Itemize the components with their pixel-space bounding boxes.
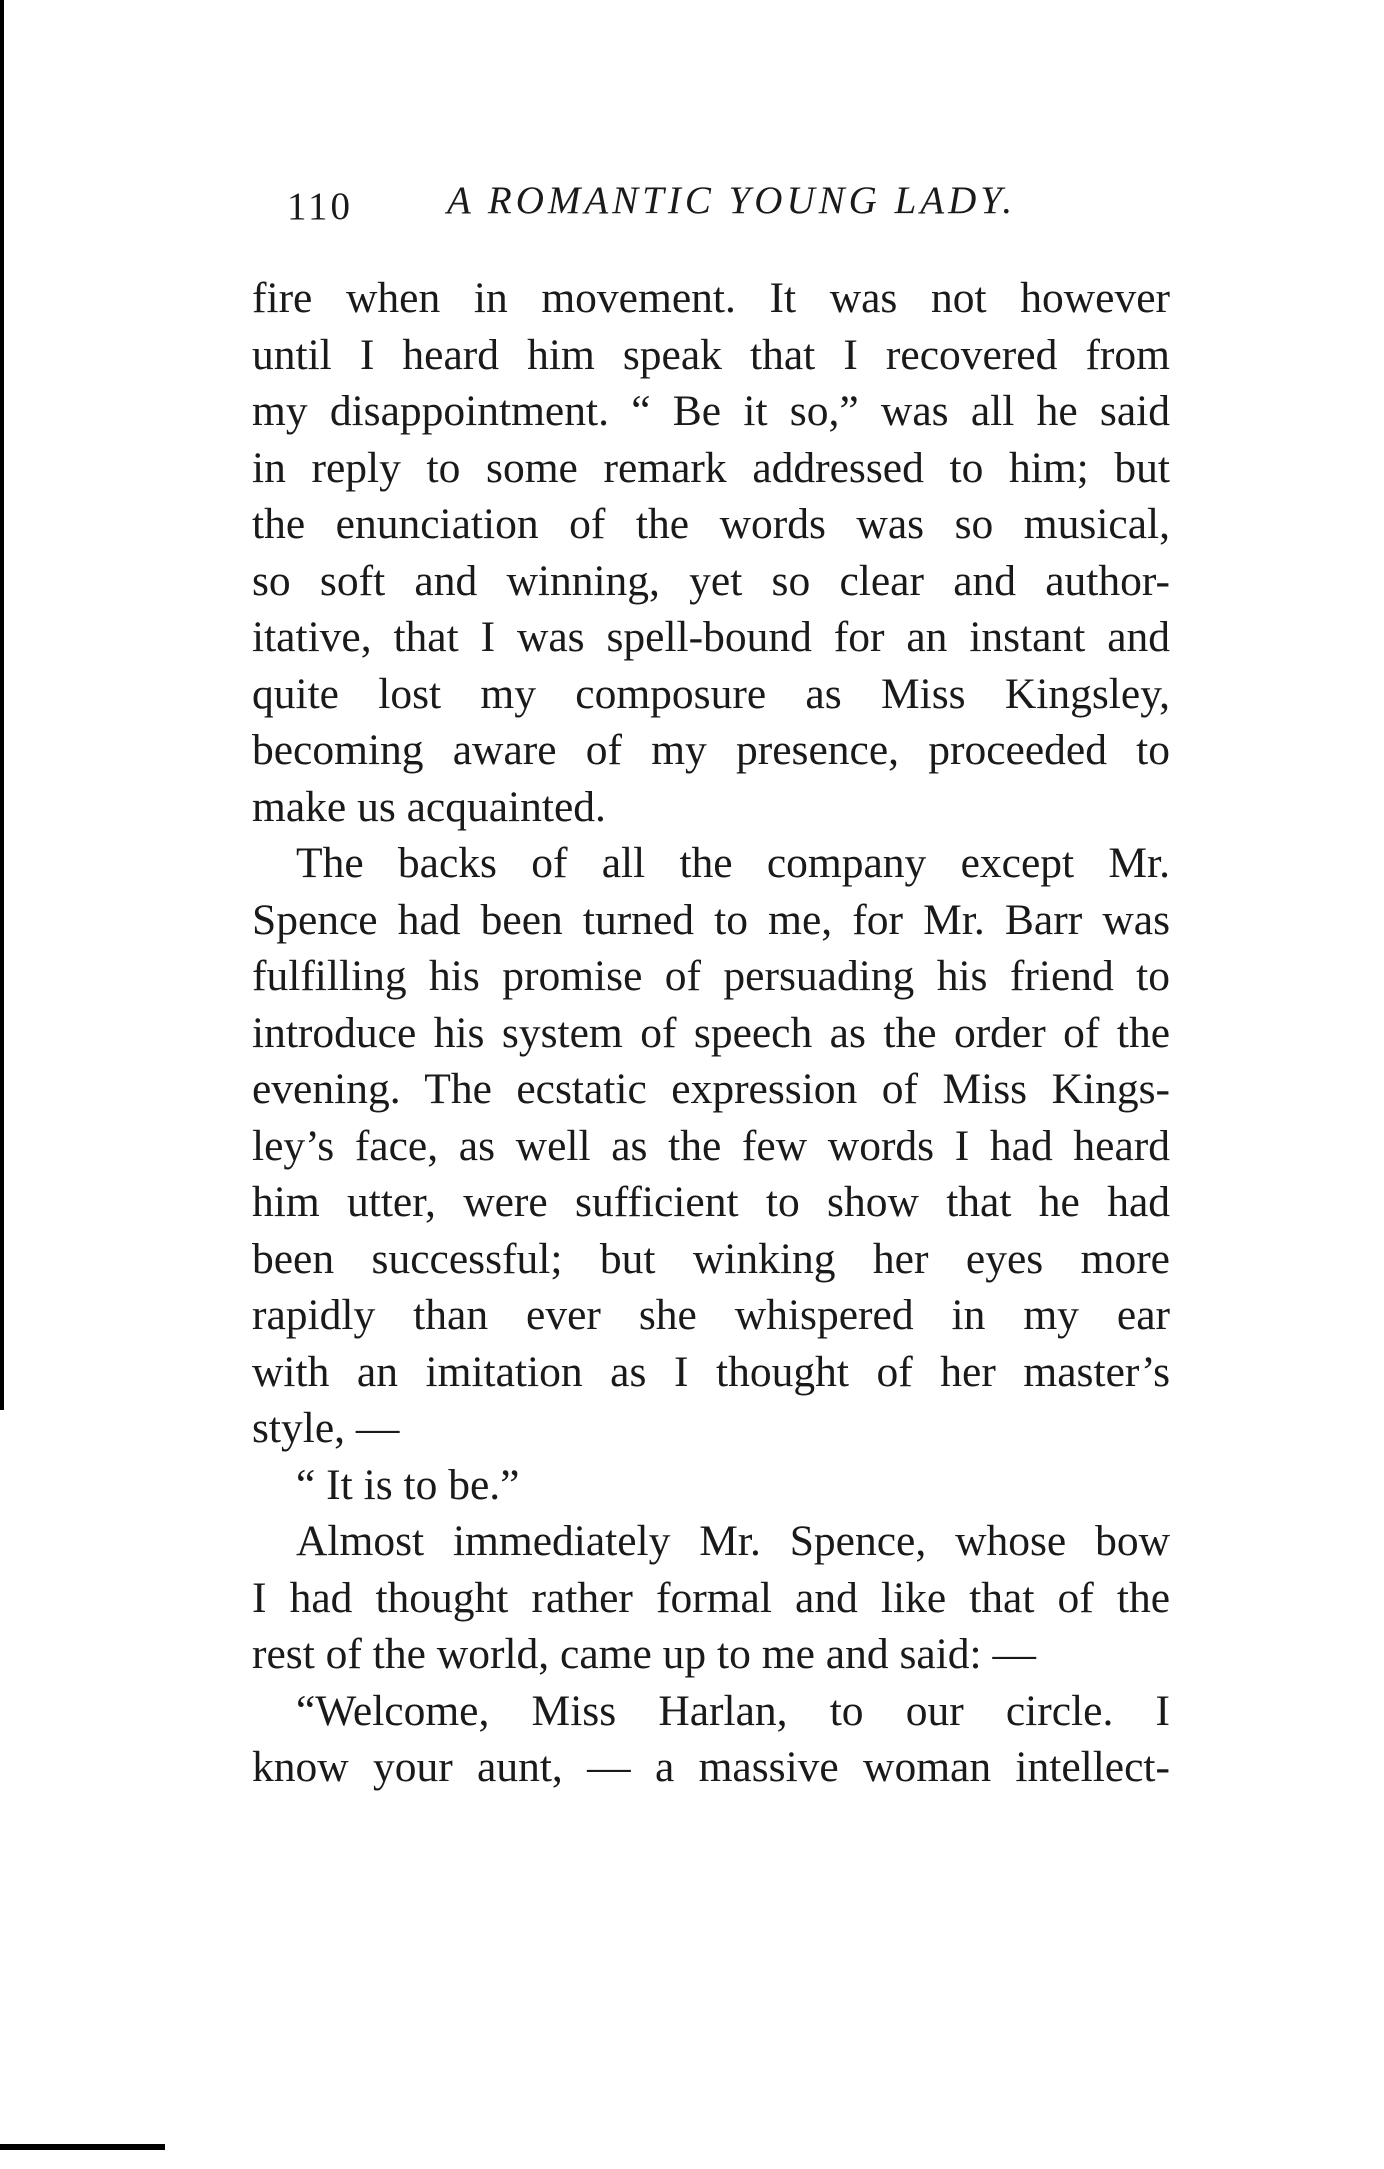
- text-line: rapidly than ever she whispered in my ear: [252, 1291, 1170, 1339]
- text-line: in reply to some remark addressed to him; but: [252, 443, 1170, 492]
- text-line: fire when in movement. It was not however: [252, 274, 1170, 322]
- body-text: [252, 270, 1170, 1796]
- paragraph-start-line: Almost immediately Mr. Spence, whose bow: [296, 1517, 1170, 1565]
- text-line: fulfilling his promise of persuading his friend to: [252, 952, 1170, 1000]
- running-header: [287, 178, 1047, 238]
- paragraph-start-line: The backs of all the company except Mr.: [296, 839, 1170, 887]
- text-line: the enunciation of the words was so musical,: [252, 500, 1170, 548]
- paragraph-start-line: “Welcome, Miss Harlan, to our circle. I: [296, 1686, 1170, 1735]
- text-line: introduce his system of speech as the order of the: [252, 1008, 1170, 1057]
- text-line: him utter, were sufficient to show that he had: [252, 1178, 1170, 1226]
- text-line: make us acquainted.: [252, 782, 606, 831]
- text-line: until I heard him speak that I recovered from: [252, 330, 1170, 379]
- binding-edge: [0, 0, 4, 1410]
- text-line: style, —: [252, 1404, 400, 1452]
- text-line: my disappointment. “ Be it so,” was all he said: [252, 387, 1170, 435]
- page-number: 110: [287, 185, 354, 228]
- page-edge-rule: [0, 2144, 165, 2150]
- text-line: been successful; but winking her eyes more: [252, 1234, 1170, 1283]
- text-line: with an imitation as I thought of her master’s: [252, 1347, 1170, 1396]
- text-line: itative, that I was spell-bound for an instant and: [252, 613, 1170, 661]
- text-line: becoming aware of my presence, proceeded to: [252, 726, 1170, 774]
- text-line: rest of the world, came up to me and said: —: [252, 1630, 1036, 1678]
- text-line: ley’s face, as well as the few words I had heard: [252, 1121, 1170, 1170]
- text-line: quite lost my composure as Miss Kingsley,: [252, 669, 1170, 718]
- text-line: I had thought rather formal and like that of the: [252, 1573, 1170, 1622]
- paragraph-start-line: “ It is to be.”: [296, 1460, 520, 1509]
- running-title: A ROMANTIC YOUNG LADY.: [447, 179, 1017, 222]
- text-line: Spence had been turned to me, for Mr. Barr was: [252, 895, 1170, 944]
- text-line: so soft and winning, yet so clear and author-: [252, 556, 1170, 605]
- text-line: know your aunt, — a massive woman intellect-: [252, 1743, 1170, 1791]
- text-line: evening. The ecstatic expression of Miss Kings-: [252, 1065, 1170, 1113]
